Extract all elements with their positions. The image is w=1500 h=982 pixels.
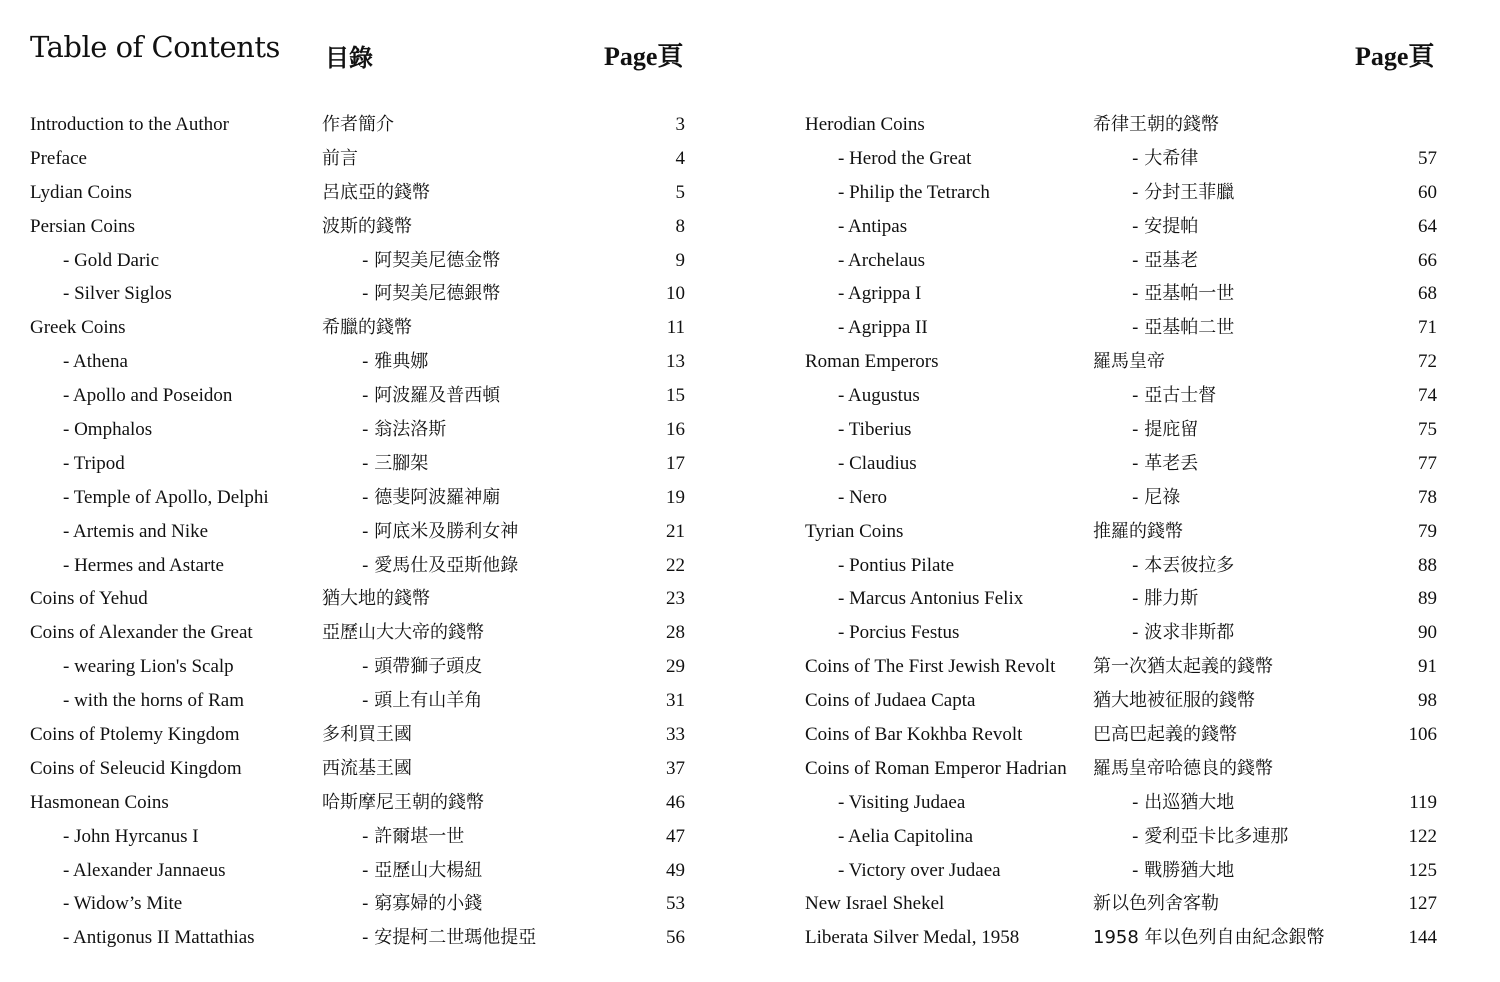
toc-entry-title-chinese: 猶大地被征服的錢幣 [1093,690,1255,712]
toc-entry-title-english: Preface [30,147,87,169]
toc-entry-title-english: - Omphalos [63,419,153,441]
toc-entry-title-chinese: - 亞基老 [1132,249,1199,271]
toc-entry-page-number: 60 [1418,181,1437,203]
toc-entry-page-number: 37 [666,757,685,779]
toc-entry-title-chinese: 新以色列舍客勒 [1093,893,1219,915]
toc-entry [805,108,1445,142]
toc-entry [30,684,690,718]
toc-entry-title-english: - Aelia Capitolina [838,825,974,847]
toc-entry-title-chinese: - 波求非斯都 [1132,622,1235,644]
toc-entry [805,684,1445,718]
toc-entry-title-english: Coins of Alexander the Great [30,622,253,644]
toc-entry-page-number: 17 [666,452,685,474]
toc-entry-title-english: - Tiberius [838,419,912,441]
toc-entry-title-english: Hasmonean Coins [30,791,169,813]
toc-entry-page-number: 46 [666,791,685,813]
toc-entry-title-english: - Herod the Great [838,147,972,169]
toc-entry-page-number: 119 [1409,791,1437,813]
toc-entry [805,210,1445,244]
toc-entry-page-number: 79 [1418,520,1437,542]
toc-entry [30,549,690,583]
toc-entry-page-number: 11 [666,317,685,339]
toc-entry [30,176,690,210]
toc-entry-title-chinese: - 雅典娜 [362,351,429,373]
toc-entry-title-english: Coins of The First Jewish Revolt [805,656,1056,678]
toc-entry-title-english: - Athena [63,351,128,373]
toc-entry [30,650,690,684]
toc-entry [30,108,690,142]
toc-entry-title-chinese: - 德斐阿波羅神廟 [362,486,501,508]
toc-entry [30,311,690,345]
toc-entry-title-chinese: - 愛利亞卡比多連那 [1132,825,1289,847]
toc-entry [805,887,1445,921]
toc-entry-title-chinese: - 許爾堪一世 [362,825,465,847]
toc-entry-page-number: 127 [1408,893,1437,915]
toc-entry-title-chinese: 前言 [322,147,358,169]
toc-entry [805,447,1445,481]
toc-entry [805,854,1445,888]
toc-entry-page-number: 28 [666,622,685,644]
toc-entry-title-english: Coins of Bar Kokhba Revolt [805,724,1023,746]
toc-entry [805,345,1445,379]
toc-entry-page-number: 22 [666,554,685,576]
toc-entry-title-english: Coins of Roman Emperor Hadrian [805,757,1067,779]
toc-entry-title-english: Herodian Coins [805,114,925,135]
toc-entry-title-chinese: - 大希律 [1132,147,1199,169]
toc-entry-title-chinese: - 三腳架 [362,452,429,474]
toc-entry-page-number: 144 [1408,927,1437,949]
toc-entry [805,616,1445,650]
toc-entry-title-english: - Pontius Pilate [838,554,955,576]
toc-entry-title-english: - Agrippa II [838,317,928,339]
toc-entry-title-chinese: - 本丟彼拉多 [1132,554,1235,576]
toc-entry-page-number: 31 [666,690,685,712]
toc-entry-title-chinese: 多利買王國 [322,724,412,746]
toc-entry-title-chinese: - 亞基帕二世 [1132,317,1235,339]
toc-entry [805,244,1445,278]
toc-entry-title-chinese: - 出巡猶大地 [1132,791,1235,813]
toc-entry-title-english: Persian Coins [30,215,136,237]
toc-entry-title-english: - Alexander Jannaeus [63,859,226,881]
toc-entry-title-chinese: 波斯的錢幣 [322,215,412,237]
toc-entry-page-number: 68 [1418,283,1437,305]
toc-entry-page-number: 56 [666,927,685,949]
toc-entry-page-number: 98 [1418,690,1437,712]
toc-entry-title-chinese: - 提庇留 [1132,419,1199,441]
toc-entry-page-number: 77 [1418,452,1437,474]
toc-entry-title-english: Liberata Silver Medal, 1958 [805,927,1020,949]
toc-entry-page-number: 66 [1418,249,1437,271]
toc-entry [30,786,690,820]
toc-entry [30,854,690,888]
toc-entry [30,616,690,650]
toc-entry [805,379,1445,413]
toc-entry-title-chinese: 希律王朝的錢幣 [1093,114,1219,135]
toc-entry-title-chinese: - 安提柯二世瑪他提亞 [362,927,537,949]
page-column-header-left: Page頁 [604,42,684,71]
toc-entry [30,921,690,955]
toc-entry-title-english: - Artemis and Nike [63,520,209,542]
toc-entry [30,582,690,616]
toc-entry-title-chinese: 西流基王國 [322,757,412,779]
toc-entry-title-chinese: - 阿契美尼德金幣 [362,249,501,271]
toc-entry [805,413,1445,447]
toc-entry [805,549,1445,583]
toc-entry-page-number: 9 [675,249,685,271]
toc-entry-page-number: 125 [1408,859,1437,881]
toc-entry-title-english: - Archelaus [838,249,926,271]
toc-entry [30,820,690,854]
toc-entry-title-english: - Nero [838,486,888,508]
toc-entry-page-number: 88 [1418,554,1437,576]
toc-entry-title-english: Coins of Judaea Capta [805,690,976,712]
toc-entry [30,277,690,311]
toc-entry-page-number: 49 [666,859,685,881]
toc-right-column [805,108,1445,955]
toc-entry-title-chinese: - 阿波羅及普西頓 [362,385,501,407]
toc-entry-title-english: - Apollo and Poseidon [63,385,233,407]
toc-entry-title-chinese: 作者簡介 [322,114,394,135]
toc-entry-page-number: 21 [666,520,685,542]
toc-entry-page-number: 8 [675,215,685,237]
toc-entry [805,718,1445,752]
toc-entry-page-number: 19 [666,486,685,508]
toc-entry-title-english: - Tripod [63,452,125,474]
toc-entry-title-english: Lydian Coins [30,181,132,203]
toc-entry-title-english: - Temple of Apollo, Delphi [63,486,269,508]
toc-entry-page-number: 89 [1418,588,1437,610]
toc-entry-title-english: Roman Emperors [805,351,939,373]
toc-entry [30,210,690,244]
toc-entry-title-english: - Porcius Festus [838,622,960,644]
toc-entry [30,244,690,278]
toc-entry-title-english: - Hermes and Astarte [63,554,224,576]
toc-entry-title-english: - Marcus Antonius Felix [838,588,1024,610]
toc-entry-title-chinese: 呂底亞的錢幣 [322,181,430,203]
toc-entry-title-chinese: - 分封王菲臘 [1132,181,1235,203]
toc-entry-title-chinese: 巴高巴起義的錢幣 [1093,724,1237,746]
toc-entry-title-chinese: - 革老丢 [1132,452,1199,474]
toc-entry-page-number: 23 [666,588,685,610]
toc-entry [30,447,690,481]
toc-entry-title-chinese: - 窮寡婦的小錢 [362,893,483,915]
toc-entry-title-english: - Widow’s Mite [63,893,183,915]
toc-entry [30,887,690,921]
toc-entry [805,515,1445,549]
toc-entry [805,142,1445,176]
toc-entry-page-number: 13 [666,351,685,373]
toc-entry-title-english: Tyrian Coins [805,520,904,542]
toc-entry-title-english: - Antipas [838,215,908,237]
toc-entry [805,921,1445,955]
toc-entry-title-chinese: 猶大地的錢幣 [322,588,430,610]
toc-entry [30,515,690,549]
toc-entry-title-chinese: - 安提帕 [1132,215,1199,237]
toc-entry-title-english: - Visiting Judaea [838,791,966,813]
toc-entry-title-chinese: - 腓力斯 [1132,588,1199,610]
toc-entry-page-number: 72 [1418,351,1437,373]
toc-entry-title-chinese: - 阿底米及勝利女神 [362,520,519,542]
toc-entry-title-english: - Augustus [838,385,920,407]
toc-entry-title-english: Coins of Seleucid Kingdom [30,757,242,779]
toc-entry [30,718,690,752]
toc-entry [805,582,1445,616]
toc-entry-page-number: 74 [1418,385,1437,407]
toc-entry-title-english: - Antigonus II Mattathias [63,927,255,949]
toc-entry-title-english: Coins of Yehud [30,588,148,610]
toc-entry-title-english: - Agrippa I [838,283,922,305]
toc-entry-title-chinese: - 亞基帕一世 [1132,283,1235,305]
toc-entry-title-chinese: - 頭上有山羊角 [362,690,483,712]
toc-entry-title-english: - with the horns of Ram [63,690,245,712]
toc-entry-title-chinese: 第一次猶太起義的錢幣 [1093,656,1273,678]
toc-entry-title-english: - Philip the Tetrarch [838,181,990,203]
toc-entry-title-english: New Israel Shekel [805,893,945,915]
toc-entry-page-number: 106 [1408,724,1437,746]
toc-entry-page-number: 29 [666,656,685,678]
toc-entry-page-number: 4 [675,147,685,169]
toc-entry [30,752,690,786]
toc-entry-title-chinese: 羅馬皇帝 [1093,351,1165,373]
page-title: Table of Contents [30,30,280,64]
toc-entry-page-number: 78 [1418,486,1437,508]
toc-entry-page-number: 10 [666,283,685,305]
toc-entry-page-number: 47 [666,825,685,847]
toc-entry-title-english: Coins of Ptolemy Kingdom [30,724,240,746]
toc-entry-title-english: - Victory over Judaea [838,859,1001,881]
toc-entry [805,786,1445,820]
toc-entry-title-chinese: - 阿契美尼德銀幣 [362,283,501,305]
toc-entry-page-number: 16 [666,419,685,441]
toc-entry-title-english: - John Hyrcanus I [63,825,199,847]
toc-entry-title-chinese: 羅馬皇帝哈德良的錢幣 [1093,757,1273,779]
toc-entry-title-english: - Claudius [838,452,917,474]
toc-entry [30,345,690,379]
toc-entry-page-number: 3 [675,114,685,135]
toc-entry-title-chinese: 亞歷山大大帝的錢幣 [322,622,484,644]
page-title-chinese: 目錄 [325,46,373,72]
toc-entry-page-number: 57 [1418,147,1437,169]
toc-entry-title-chinese: - 亞歷山大楊紐 [362,859,483,881]
toc-entry-title-chinese: - 戰勝猶大地 [1132,859,1235,881]
toc-entry [805,650,1445,684]
toc-entry-title-chinese: - 尼祿 [1132,486,1181,508]
toc-entry-page-number: 53 [666,893,685,915]
toc-entry-page-number: 33 [666,724,685,746]
toc-entry-title-english: Introduction to the Author [30,114,229,135]
toc-entry [805,176,1445,210]
toc-entry-title-english: - wearing Lion's Scalp [63,656,234,678]
toc-entry-title-chinese: 希臘的錢幣 [322,317,412,339]
toc-entry [805,311,1445,345]
toc-entry-page-number: 71 [1418,317,1437,339]
toc-entry-title-chinese: - 亞古士督 [1132,385,1217,407]
toc-entry-title-english: - Gold Daric [63,249,160,271]
toc-entry-page-number: 15 [666,385,685,407]
toc-entry-page-number: 5 [675,181,685,203]
toc-entry-page-number: 91 [1418,656,1437,678]
toc-entry [30,379,690,413]
toc-entry [805,752,1445,786]
toc-entry-page-number: 75 [1418,419,1437,441]
toc-entry-title-english: Greek Coins [30,317,126,339]
toc-entry-title-chinese: - 翁法洛斯 [362,419,447,441]
toc-entry [805,277,1445,311]
toc-entry [30,481,690,515]
toc-entry-title-chinese: 哈斯摩尼王朝的錢幣 [322,791,484,813]
toc-entry-title-chinese: - 愛馬仕及亞斯他錄 [362,554,519,576]
toc-entry [30,142,690,176]
page-column-header-right: Page頁 [1355,42,1435,71]
toc-entry-title-chinese: 1958 年以色列自由紀念銀幣 [1093,927,1325,949]
toc-entry-page-number: 90 [1418,622,1437,644]
toc-entry [805,820,1445,854]
toc-entry-page-number: 64 [1418,215,1437,237]
toc-entry-title-chinese: - 頭帶獅子頭皮 [362,656,483,678]
toc-entry [805,481,1445,515]
toc-left-column [30,108,690,955]
toc-entry-title-english: - Silver Siglos [63,283,172,305]
toc-entry-title-chinese: 推羅的錢幣 [1093,520,1183,542]
toc-entry [30,413,690,447]
toc-entry-page-number: 122 [1408,825,1437,847]
